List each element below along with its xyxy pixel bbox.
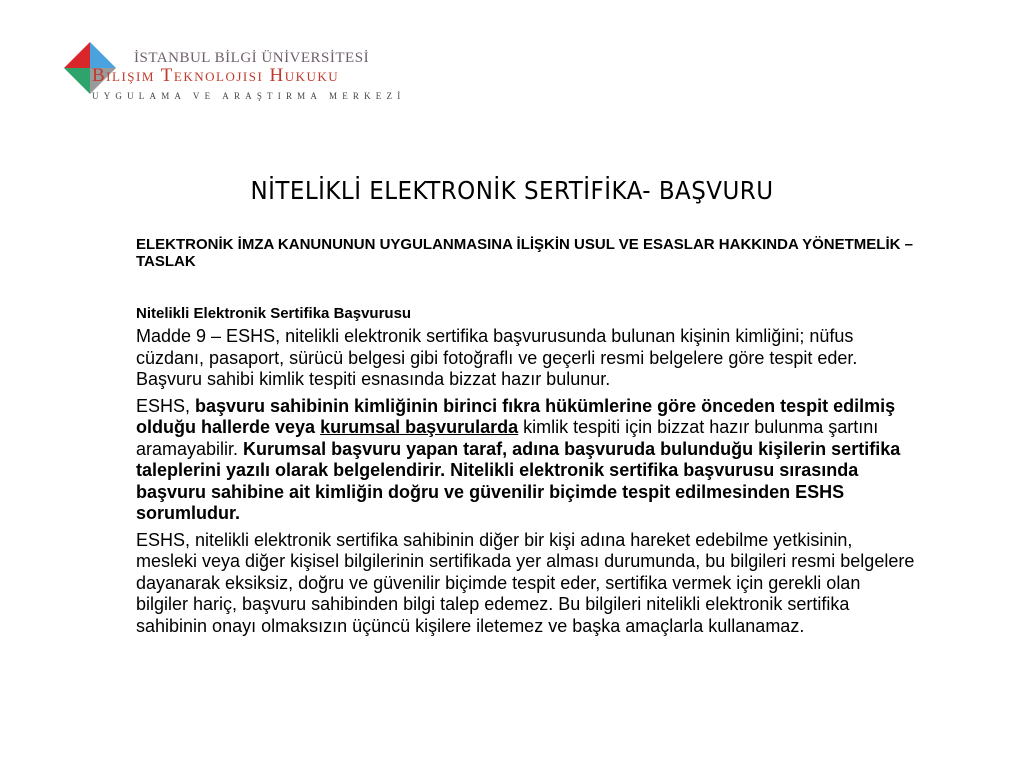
paragraph-institutional [136, 396, 916, 525]
regulation-heading: ELEKTRONİK İMZA KANUNUNUN UYGULANMASINA İLİŞKİN USUL VE ESASLAR HAKKINDA YÖNETMELİK – TASLAK [136, 236, 913, 270]
paragraph-information-verification: ESHS, nitelikli elektronik sertifika sahibinin diğer bir kişi adına hareket edebilme yetkisinin, mesleki veya diğer kişisel bilgilerinin sertifikada yer alması durumunda, bu bilgileri resmi belgelere dayanarak eksiksiz, doğru ve güvenilir biçimde tespit eder, sertifika vermek için gerekli olan bilgiler hariç, başvuru sahibinden bilgi talep edemez. Bu bilgileri nitelikli elektronik sertifika sahibinin onayı olmaksızın üçüncü kişilere iletemez ve başka amaçlarla kullanamaz. [136, 529, 915, 636]
logo-red-triangle [64, 42, 90, 68]
paragraph2-part4: kimlik tespiti için bizzat hazır bulunma şartını aramayabilir. [136, 417, 879, 459]
paragraph2-part5: Kurumsal başvuru yapan taraf, adına başvuruda bulunduğu kişilerin sertifika taleplerini yazılı olarak belgelendirir. Nitelikli elektronik sertifika başvurusu sırasında başvuru sahibine ait kimliğin doğru ve güvenilir biçimde tespit edilmesinden ESHS sorumludur. [136, 438, 901, 523]
paragraph2-part1: ESHS, [136, 395, 196, 416]
section-title: Nitelikli Elektronik Sertifika Başvurusu [136, 305, 412, 322]
logo-center-subtitle: UYGULAMA VE ARAŞTIRMA MERKEZİ [92, 91, 406, 101]
paragraph2-part2: başvuru sahibinin kimliğinin birinci fıkra hükümlerine göre önceden tespit edilmiş olduğu hallerde veya [136, 395, 896, 437]
paragraph2-part3-underlined: kurumsal başvurularda [320, 417, 519, 437]
logo-university-name: İSTANBUL BİLGİ ÜNİVERSİTESİ [134, 50, 370, 66]
institution-logo [60, 40, 406, 110]
slide-title: NİTELİKLİ ELEKTRONİK SERTİFİKA- BAŞVURU [250, 176, 774, 205]
logo-green-triangle [64, 68, 90, 94]
slide-content [136, 236, 916, 642]
logo-center-name: Bilişim Teknolojisi Hukuku [92, 65, 340, 86]
paragraph-article-9: Madde 9 – ESHS, nitelikli elektronik sertifika başvurusunda bulunan kişinin kimliğini; nüfus cüzdanı, pasaport, sürücü belgesi gibi fotoğraflı ve geçerli resmi belgelere göre tespit eder. Başvuru sahibi kimlik tespiti esnasında bizzat hazır bulunur. [136, 326, 858, 389]
